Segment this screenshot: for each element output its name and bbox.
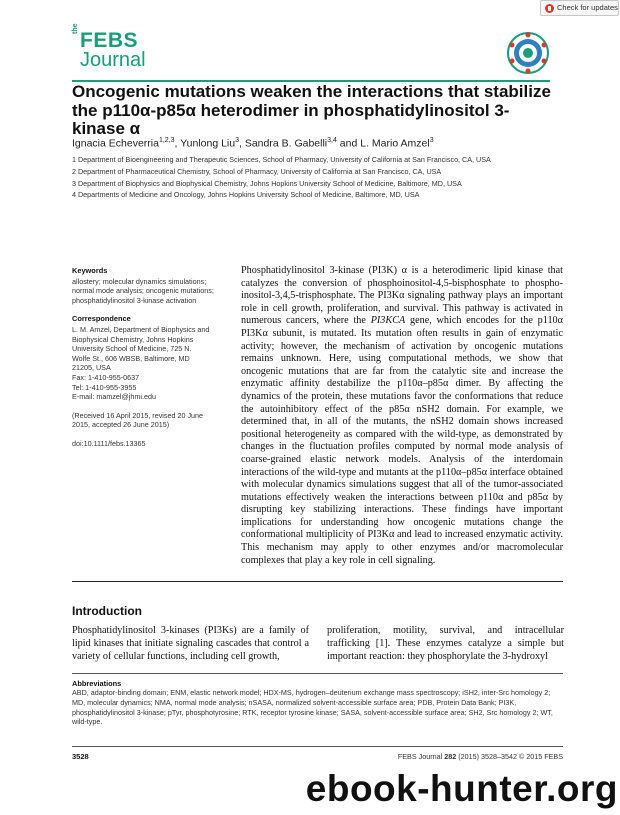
gene-name: PI3KCA xyxy=(370,315,406,327)
logo-journal: Journal xyxy=(80,49,146,71)
correspondence-block xyxy=(72,314,222,401)
author-affil-sup: 3,4 xyxy=(327,137,337,144)
author-affil-sup: 3 xyxy=(429,137,434,144)
correspondence-tel: Tel: 1-410-955-3955 xyxy=(72,382,137,392)
journal-logo xyxy=(72,23,172,74)
correspondence-line: L. M. Amzel, Department of Biophysics and xyxy=(72,324,210,334)
author-separator: and xyxy=(336,137,361,150)
article-info-sidebar xyxy=(72,266,222,449)
watermark-text: ebook-hunter.org xyxy=(305,768,618,809)
febs-emblem-icon xyxy=(506,31,550,75)
abbreviations-heading: Abbreviations xyxy=(72,679,122,688)
author-separator: , xyxy=(239,137,245,150)
logo-febs: FEBS xyxy=(80,29,139,52)
correspondence-fax: Fax: 1-410-955-0637 xyxy=(72,372,140,382)
correspondence-email[interactable]: E-mail: mamzel@jhmi.edu xyxy=(72,392,156,402)
abstract-text: gene, which encodes for the p110α PI3Kα subunit, is mutated. Its mutation often results in gain of enzymatic activity; however, the mechanism of activation by oncogenic mutations remains unknown. Here, using computational methods, we show that oncogenic mutations that are far from the catalytic site and increase the enzymatic affinity destabilize the p110α–p85α dimer. By affecting the dynamics of the protein, these mutations favor the conformations that reduce the autoinhibitory effect of the p85α nSH2 domain. For example, we determined that, in all of the mutants, the nSH2 domain shows increased positional heterogeneity as compared with the wild-type, as demonstrated by changes in the fluctuation profiles computed by normal mode analysis of coarse-grained elastic network models. Analysis of the interdomain interactions of the wild-type and mutants at the p110α–p85α interface obtained with molecular dynamics simulations suggest that all of the tumor-associated mutations effectively weaken the interactions between p110α and p85α by disrupting key stabilizing interactions. These findings have important implications for understanding how oncogenic mutations change the conformational multiplicity of PI3Kα and lead to increased enzymatic activity. This mechanism may apply to other enzymes and/or macromolecular complexes that play a key role in cell signaling. xyxy=(241,315,563,566)
author-name: Ignacia Echeverria xyxy=(72,137,159,150)
keywords-heading: Keywords xyxy=(72,266,108,275)
received-dates: (Received 16 April 2015, revised 20 June 2015, accepted 26 June 2015) xyxy=(72,410,204,430)
check-for-updates-button[interactable] xyxy=(540,0,619,16)
abstract-text: Phosphatidylinositol 3-kinase (PI3K) α is a heterodimeric lipid kinase that catalyzes the conversion of phosphoinositol-4,5-bisphosphate to phospho-inositol-3,4,5-trisphosphate. The PI3Kα signaling pathway plays an important role in cell growth, proliferation, and survival. This pathway is activated in numerous cancers, where the xyxy=(241,265,563,327)
check-updates-icon xyxy=(545,4,554,13)
logo-the: the xyxy=(72,23,79,34)
affiliation: 1 Department of Bioengineering and Therapeutic Sciences, School of Pharmacy, University of California at San Francisco, CA, USA xyxy=(72,155,491,164)
keywords-block xyxy=(72,266,222,305)
correspondence-line: 21205, USA xyxy=(72,363,111,373)
introduction-column-2: proliferation, motility, survival, and intracellular trafficking [1]. These enzymes catalyze a simple but important reaction: they phosphorylate the 3-hydroxyl xyxy=(327,625,564,662)
author-list xyxy=(72,134,552,151)
author-name: Sandra B. Gabelli xyxy=(244,137,328,150)
affiliation: 2 Department of Pharmaceutical Chemistry, School of Pharmacy, University of California at San Francisco, CA, USA xyxy=(72,167,442,176)
affiliation: 3 Department of Biophysics and Biophysical Chemistry, Johns Hopkins University School of Medicine, Baltimore, MD, USA xyxy=(72,179,462,188)
author-name: Yunlong Liu xyxy=(180,137,236,150)
footer-rest: (2015) 3528–3542 © 2015 FEBS xyxy=(456,752,563,761)
correspondence-line: University School of Medicine, 725 N. xyxy=(72,344,192,354)
introduction-column-1: Phosphatidylinositol 3-kinases (PI3Ks) are a family of lipid kinases that initiate signaling cascades that control a variety of cellular functions, including cell growth, xyxy=(72,625,309,662)
footer-volume: 282 xyxy=(444,752,457,761)
correspondence-line: Biophysical Chemistry, Johns Hopkins xyxy=(72,334,194,344)
introduction-heading: Introduction xyxy=(72,604,142,618)
author-name: L. Mario Amzel xyxy=(360,137,430,150)
abstract-rule xyxy=(72,581,563,582)
abbreviations-rule xyxy=(72,673,563,674)
correspondence-heading: Correspondence xyxy=(72,314,131,324)
author-affil-sup: 3 xyxy=(235,137,239,144)
check-updates-label: Check for updates xyxy=(557,3,618,12)
footer-journal: FEBS Journal xyxy=(397,752,445,761)
article-title: Oncogenic mutations weaken the interactions that stabilize the p110α-p85α heterodimer in phosphatidylinositol 3-kinase α xyxy=(72,82,551,138)
keywords-text: allostery; molecular dynamics simulations; normal mode analysis; oncogenic mutations; phosphatidylinositol 3-kinase activation xyxy=(72,276,214,305)
page-number: 3528 xyxy=(72,752,89,761)
abstract xyxy=(241,265,563,567)
abbreviations-text: ABD, adaptor-binding domain; ENM, elastic network model; HDX-MS, hydrogen–deuterium exchange mass spectroscopy; iSH2, inter-Src homology 2; MD, molecular dynamics; NMA, normal mode analysis; nSASA, normalized solvent-accessible surface area; PDB, Protein Data Bank; PI3K, phosphatidylinositol 3-kinase; pTyr, phosphotyrosine; RTK, receptor tyrosine kinase; SASA, solvent-accessible surface area; SH2, Src homology 2; WT, wild-type. xyxy=(72,688,553,727)
author-affil-sup: 1,2,3 xyxy=(158,137,175,144)
footer-rule xyxy=(72,746,563,747)
correspondence-line: Wolfe St., 606 WBSB, Baltimore, MD xyxy=(72,353,190,363)
affiliation: 4 Departments of Medicine and Oncology, Johns Hopkins University School of Medicine, Baltimore, MD, USA xyxy=(72,190,420,199)
doi-link[interactable]: doi:10.1111/febs.13365 xyxy=(72,438,146,448)
footer-citation xyxy=(395,752,563,761)
author-separator: , xyxy=(174,137,181,150)
